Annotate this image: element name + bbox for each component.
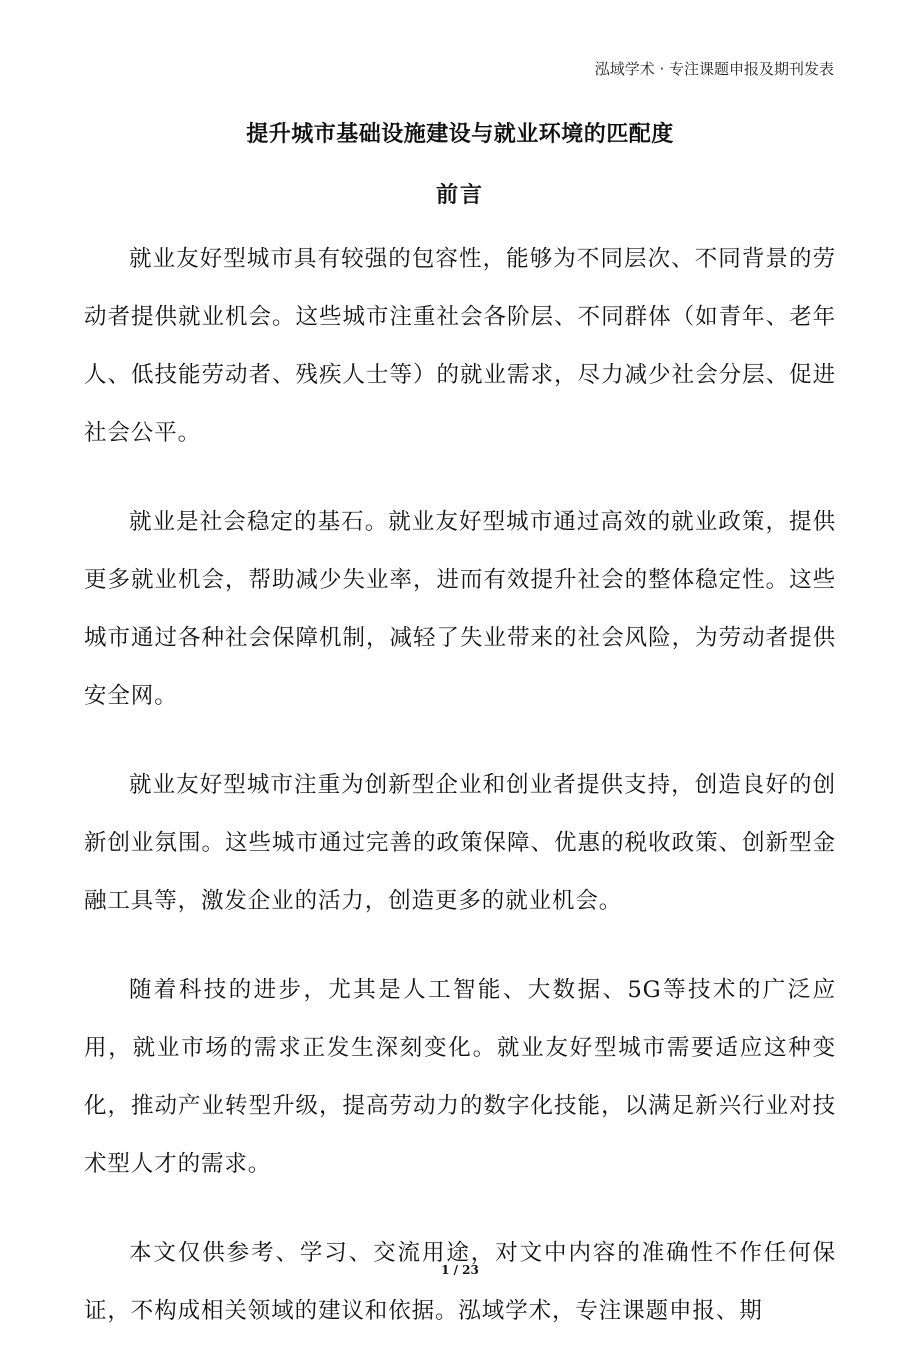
preface-body <box>84 230 836 1371</box>
paragraph-3: 就业友好型城市注重为创新型企业和创业者提供支持，创造良好的创新创业氛围。这些城市通过完善的政策保障、优惠的税收政策、创新型金融工具等，激发企业的活力，创造更多的就业机会。 <box>84 772 836 914</box>
page-number: 1 / 23 <box>441 1263 479 1277</box>
page-header: 泓域学术 · 专注课题申报及期刊发表 <box>594 60 834 78</box>
document-title: 提升城市基础设施建设与就业环境的匹配度 <box>246 122 674 147</box>
paragraph-5: 本文仅供参考、学习、交流用途，对文中内容的准确性不作任何保证，不构成相关领域的建议和依据。泓域学术，专注课题申报、期 <box>84 1240 836 1324</box>
paragraph-2: 就业是社会稳定的基石。就业友好型城市通过高效的就业政策，提供更多就业机会，帮助减少失业率，进而有效提升社会的整体稳定性。这些城市通过各种社会保障机制，减轻了失业带来的社会风险，为劳动者提供安全网。 <box>84 509 836 709</box>
preface-heading: 前言 <box>435 183 484 208</box>
paragraph-1: 就业友好型城市具有较强的包容性，能够为不同层次、不同背景的劳动者提供就业机会。这些城市注重社会各阶层、不同群体（如青年、老年人、低技能劳动者、残疾人士等）的就业需求，尽力减少社会分层、促进社会公平。 <box>84 246 836 446</box>
paragraph-4: 随着科技的进步，尤其是人工智能、大数据、5G等技术的广泛应用，就业市场的需求正发生深刻变化。就业友好型城市需要适应这种变化，推动产业转型升级，提高劳动力的数字化技能，以满足新兴行业对技术型人才的需求。 <box>84 977 836 1177</box>
